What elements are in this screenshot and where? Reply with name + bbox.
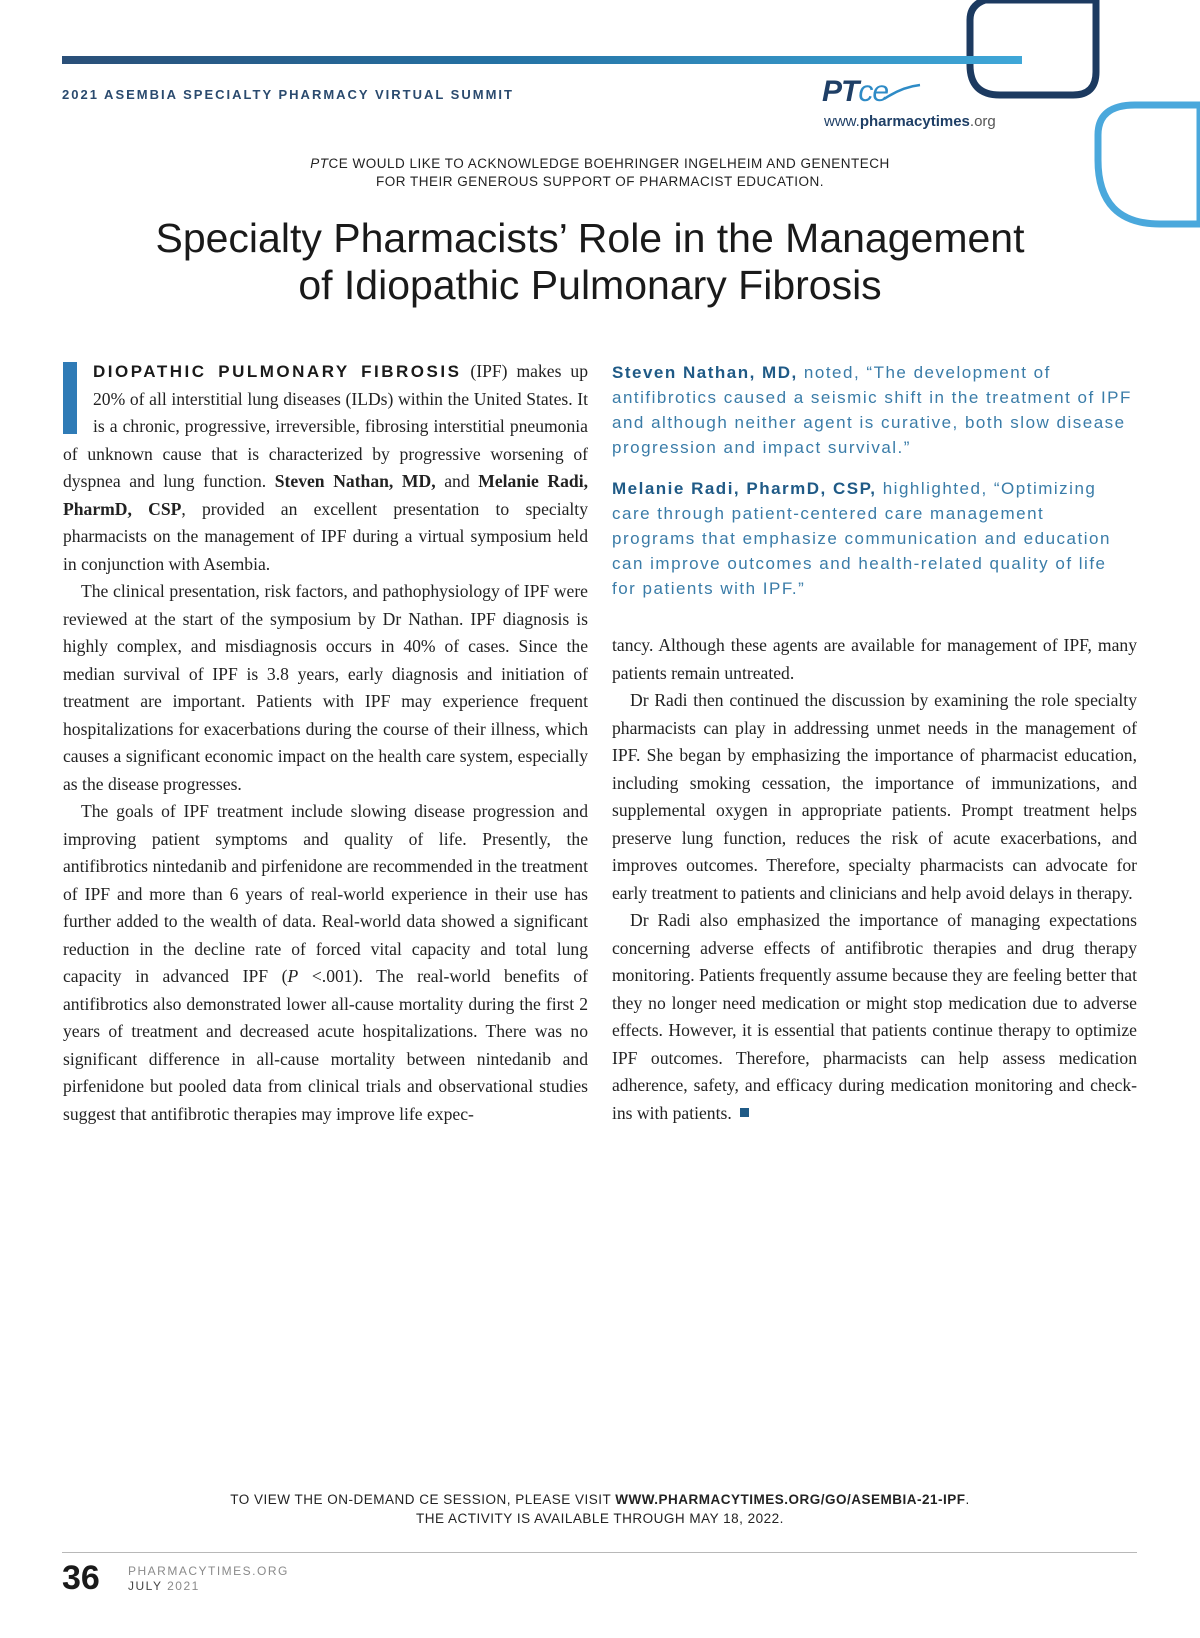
article-title: Specialty Pharmacists’ Role in the Management of Idiopathic Pulmonary Fibrosis	[155, 215, 1025, 308]
paragraph-5: Dr Radi then continued the discussion by examining the role specialty pharmacists can play in addressing unmet needs in the management of IPF. She began by emphasizing the importance of pharmacist education, including smoking cessation, the importance of immunizations, and supplemental oxygen in appropriate patients. Prompt treatment helps preserve lung function, reduces the risk of acute exacerbations, and improves outcomes. Therefore, specialty pharmacists can advocate for early treatment to patients and clinicians and help avoid delays in therapy.	[612, 690, 1137, 903]
footer-rule	[62, 1552, 1137, 1553]
page-number: 36	[62, 1559, 100, 1597]
summit-label: 2021 ASEMBIA SPECIALTY PHARMACY VIRTUAL SUMMIT	[62, 87, 514, 102]
drop-cap-i	[63, 362, 77, 434]
logo-url: www.pharmacytimes.org	[824, 113, 996, 130]
logo-swoosh-icon	[882, 83, 922, 103]
ce-session-note: TO VIEW THE ON-DEMAND CE SESSION, PLEASE VISIT WWW.PHARMACYTIMES.ORG/GO/ASEMBIA-21-IPF. THE ACTIVITY IS AVAILABLE THROUGH MAY 18, 2022.	[230, 1492, 970, 1526]
paragraph-4: tancy. Although these agents are available for management of IPF, many patients remain untreated.	[612, 635, 1137, 683]
light-rounded-shape	[1098, 105, 1200, 224]
pull-quote-radi: Melanie Radi, PharmD, CSP, highlighted, “Optimizing care through patient-centered care management programs that emphasize communication and education can improve outcomes and health-related quality of life for patients with IPF.”	[612, 479, 1111, 598]
logo-wordmark: PTce	[822, 75, 889, 108]
paragraph-3: The goals of IPF treatment include slowing disease progression and improving patient symptoms and quality of life. Presently, the antifibrotics nintedanib and pirfenidone are recommended in the treatment of IPF and more than 6 years of real-world experience in their use has further added to the wealth of data. Real-world data showed a significant reduction in the decline rate of forced vital capacity and total lung capacity in advanced IPF (P <.001). The real-world benefits of antifibrotics also demonstrated lower all-cause mortality during the first 2 years of treatment and decreased acute hospitalizations. There was no significant difference in all-cause mortality between nintedanib and pirfenidone but pooled data from clinical trials and observational studies suggest that antifibrotic therapies may improve life expec-	[63, 801, 588, 1124]
publication-info: PHARMACYTIMES.ORG JULY 2021	[128, 1564, 289, 1593]
left-column	[63, 358, 588, 1128]
pull-quotes	[612, 360, 1132, 617]
ptce-logo	[822, 75, 1032, 135]
ce-session-link[interactable]: WWW.PHARMACYTIMES.ORG/GO/ASEMBIA-21-IPF	[615, 1492, 966, 1507]
end-mark-icon	[740, 1108, 749, 1117]
paragraph-2: The clinical presentation, risk factors, and pathophysiology of IPF were reviewed at the start of the symposium by Dr Nathan. IPF diagnosis is highly complex, and misdiagnosis occurs in 40% of cases. Since the median survival of IPF is 3.8 years, early diagnosis and initiation of treatment are important. Patients with IPF may experience frequent hospitalizations for exacerbations during the course of their illness, which causes a significant economic impact on the health care system, especially as the disease progresses.	[63, 581, 588, 794]
sponsor-acknowledgement: PTCE WOULD LIKE TO ACKNOWLEDGE BOEHRINGER INGELHEIM AND GENENTECH FOR THEIR GENEROUS SUPPORT OF PHARMACIST EDUCATION.	[310, 156, 890, 189]
right-column	[612, 632, 1137, 1127]
pull-quote-nathan: Steven Nathan, MD, noted, “The development of antifibrotics caused a seismic shift in the treatment of IPF and although neither agent is curative, both slow disease progression and impact survival.”	[612, 363, 1132, 457]
paragraph-6: Dr Radi also emphasized the importance of managing expectations concerning adverse effects of antifibrotic therapies and drug therapy monitoring. Patients frequently assume because they are feeling better that they no longer need medication or might stop medication due to adverse effects. However, it is essential that patients continue therapy to optimize IPF outcomes. Therefore, pharmacists can help assess medication adherence, safety, and efficacy during medication monitoring and check-ins with patients.	[612, 910, 1137, 1123]
paragraph-1: DIOPATHIC PULMONARY FIBROSIS (IPF) makes up 20% of all interstitial lung diseases (ILDs) within the United States. It is a chronic, progressive, irreversible, fibrosing interstitial pneumonia of unknown cause that is characterized by progressive worsening of dyspnea and lung function. Steven Nathan, MD, and Melanie Radi, PharmD, CSP, provided an excellent presentation to specialty pharmacists on the management of IPF during a virtual symposium held in conjunction with Asembia.	[63, 361, 588, 574]
header-rule	[62, 56, 1022, 64]
